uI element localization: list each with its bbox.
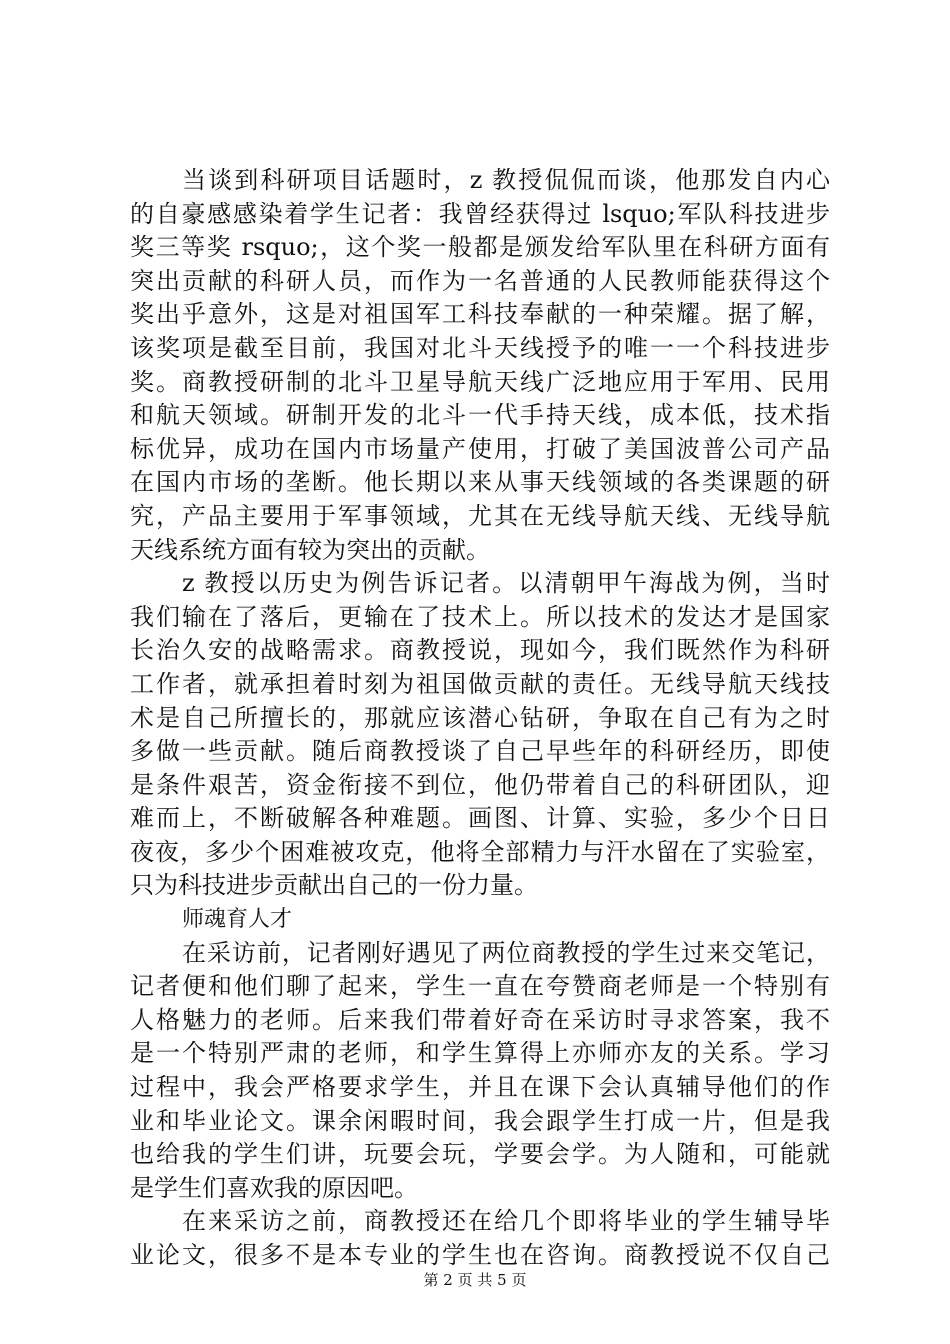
text-line: 工作者，就承担着时刻为祖国做贡献的责任。无线导航天线技 (130, 669, 830, 698)
text-line: 标优异，成功在国内市场量产使用，打破了美国波普公司产品 (130, 434, 830, 463)
text-line: 我们输在了落后，更输在了技术上。所以技术的发达才是国家 (130, 602, 830, 631)
page-footer: 第 2 页 共 5 页 (423, 1271, 527, 1289)
text-line: 在采访前，记者刚好遇见了两位商教授的学生过来交笔记， (182, 938, 830, 967)
section-heading: 师魂育人才 (182, 907, 293, 933)
text-line: 业论文，很多不是本专业的学生也在咨询。商教授说不仅自己 (130, 1241, 830, 1269)
text-line: 该奖项是截至目前，我国对北斗天线授予的唯一一个科技进步 (130, 333, 830, 362)
text-line: 记者便和他们聊了起来，学生一直在夸赞商老师是一个特别有 (130, 972, 830, 1001)
document-body (130, 164, 830, 1273)
text-line: z 教授以历史为例告诉记者。以清朝甲午海战为例，当时 (182, 569, 830, 598)
text-line: 奖出乎意外，这是对祖国军工科技奉献的一种荣耀。据了解， (130, 300, 830, 329)
text-line: 只为科技进步贡献出自己的一份力量。 (130, 871, 538, 900)
text-line: 长治久安的战略需求。商教授说，现如今，我们既然作为科研 (130, 636, 830, 665)
text-line: 究，产品主要用于军事领域，尤其在无线导航天线、无线导航 (130, 501, 830, 530)
text-line: 突出贡献的科研人员，而作为一名普通的人民教师能获得这个 (130, 266, 830, 295)
text-line: 人格魅力的老师。后来我们带着好奇在采访时寻求答案，我不 (130, 1005, 830, 1034)
text-line: 的自豪感感染着学生记者：我曾经获得过 lsquo;军队科技进步 (130, 199, 830, 228)
text-line: 天线系统方面有较为突出的贡献。 (130, 535, 490, 564)
text-line: 夜夜，多少个困难被攻克，他将全部精力与汗水留在了实验室， (130, 837, 830, 866)
text-line: 过程中，我会严格要求学生，并且在课下会认真辅导他们的作 (130, 1073, 830, 1102)
text-line: 也给我的学生们讲，玩要会玩，学要会学。为人随和，可能就 (130, 1140, 830, 1169)
text-line: 难而上，不断破解各种难题。画图、计算、实验，多少个日日 (130, 804, 830, 833)
text-line: 奖三等奖 rsquo;，这个奖一般都是颁发给军队里在科研方面有 (130, 233, 830, 262)
text-line: 是学生们喜欢我的原因吧。 (130, 1173, 418, 1202)
text-line: 多做一些贡献。随后商教授谈了自己早些年的科研经历，即使 (130, 737, 830, 766)
text-line: 奖。商教授研制的北斗卫星导航天线广泛地应用于军用、民用 (130, 367, 830, 396)
text-line: 是条件艰苦，资金衔接不到位，他仍带着自己的科研团队，迎 (130, 770, 830, 799)
text-line: 当谈到科研项目话题时，z 教授侃侃而谈，他那发自内心 (182, 166, 830, 194)
text-line: 业和毕业论文。课余闲暇时间，我会跟学生打成一片，但是我 (130, 1106, 830, 1135)
text-line: 在来采访之前，商教授还在给几个即将毕业的学生辅导毕 (182, 1207, 830, 1236)
text-line: 是一个特别严肃的老师，和学生算得上亦师亦友的关系。学习 (130, 1039, 830, 1068)
text-line: 在国内市场的垄断。他长期以来从事天线领域的各类课题的研 (130, 468, 830, 497)
text-line: 术是自己所擅长的，那就应该潜心钻研，争取在自己有为之时 (130, 703, 830, 732)
text-line: 和航天领域。研制开发的北斗一代手持天线，成本低，技术指 (130, 401, 830, 430)
